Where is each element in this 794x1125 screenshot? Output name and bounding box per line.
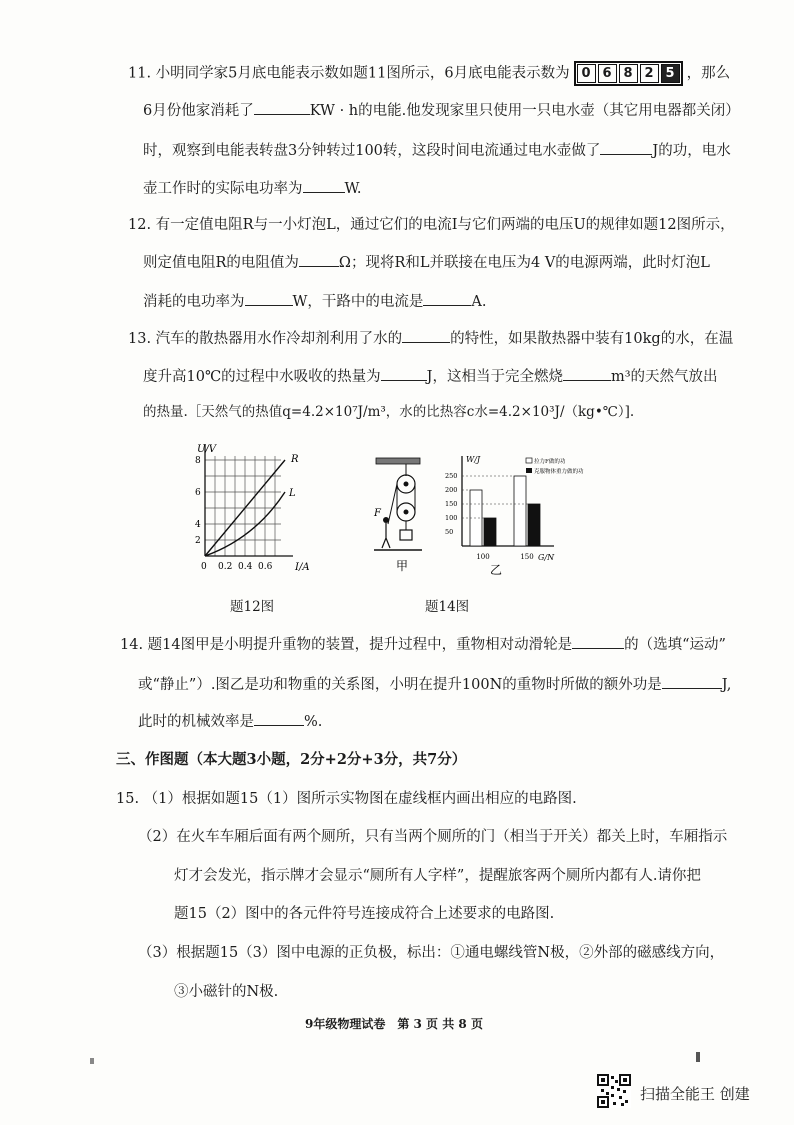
q14-line-1: 14. 题14图甲是小明提升重物的装置，提升过程中，重物相对动滑轮是 的（选填“运动”: [120, 634, 726, 655]
figure-14-caption: 题14图: [425, 599, 470, 615]
meter-digit: 6: [598, 64, 617, 83]
x-tick: 0.6: [258, 562, 273, 572]
q15-line-5: （3）根据题15（3）图中电源的正负极，标出：①通电螺线管N极，②外部的磁感线方向，: [138, 945, 725, 961]
curve-r-label: R: [291, 454, 299, 465]
q15-line-1: 15. （1）根据如题15（1）图所示实物图在虚线框内画出相应的电路图.: [116, 791, 577, 807]
curve-l-label: L: [289, 488, 296, 499]
bar-lift-work-150: [528, 504, 540, 546]
ceiling: [376, 458, 420, 464]
y-axis-label: W/J: [466, 455, 481, 464]
x-axis-label: G/N: [538, 553, 555, 562]
q12-line-1: 12. 有一定值电阻R与一小灯泡L，通过它们的电流I与它们两端的电压U的规律如题12图所示，: [128, 217, 735, 233]
q13-line-3: 的热量.［天然气的热值q=4.2×10⁷J/m³，水的比热容c水=4.2×10³J/（kg•℃）].: [143, 404, 635, 420]
answer-blank[interactable]: [402, 328, 450, 343]
meter-digit: 8: [619, 64, 638, 83]
answer-blank[interactable]: [381, 366, 427, 381]
q15-line-2: （2）在火车车厢后面有两个厕所，只有当两个厕所的门（相当于开关）都关上时，车厢指示: [138, 829, 728, 845]
legend-white-swatch: [526, 458, 532, 463]
y-tick: 4: [195, 520, 201, 530]
answer-blank[interactable]: [254, 711, 304, 726]
answer-blank[interactable]: [600, 140, 652, 155]
section-heading: 三、作图题（本大题3小题，2分+2分+3分，共7分）: [116, 751, 467, 768]
y-tick: 200: [445, 486, 458, 494]
answer-blank[interactable]: [563, 366, 611, 381]
q12-line-3: 消耗的电功率为 W，干路中的电流是 A.: [143, 291, 487, 312]
y-tick: 6: [195, 488, 201, 498]
answer-blank[interactable]: [299, 252, 339, 267]
q11-line-3: 时，观察到电能表转盘3分钟转过100转，这段时间电流通过电水壶做了 J的功，电水: [143, 140, 731, 161]
figure-14-bar-chart: [442, 450, 592, 580]
q13-line-2: 度升高10℃的过程中水吸收的热量为 J，这相当于完全燃烧 m³的天然气放出: [143, 366, 718, 387]
q13-line-1: 13. 汽车的散热器用水作冷却剂利用了水的 的特性，如果散热器中装有10kg的水，在温: [128, 328, 733, 349]
legend-black-swatch: [526, 468, 532, 473]
q14-line-2: 或“静止”）.图乙是功和物重的关系图，小明在提升100N的重物时所做的额外功是 J,: [138, 674, 731, 695]
figure-12-caption: 题12图: [230, 599, 275, 615]
force-label: F: [374, 508, 381, 519]
figure-14-pulley: [370, 452, 430, 582]
legend-black-label: 克服物体重力做的功: [534, 469, 584, 475]
y-tick: 250: [445, 472, 458, 480]
answer-blank[interactable]: [254, 100, 310, 115]
q15-line-4: 题15（2）图中的各元件符号连接成符合上述要求的电路图.: [174, 906, 555, 922]
x-tick: 100: [476, 553, 490, 561]
scan-mark: [696, 1052, 700, 1062]
jia-label: 甲: [396, 559, 409, 573]
bar-pull-work-150: [514, 476, 526, 546]
q15-line-3: 灯才会发光，指示牌才会显示“厕所有人字样”，提醒旅客两个厕所内都有人.请你把: [174, 868, 701, 884]
meter-digit: 0: [577, 64, 596, 83]
x-tick: 0.4: [238, 562, 253, 572]
q11-line-2: 6月份他家消耗了 KW · h的电能.他发现家里只使用一只电水壶（其它用电器都关闭）: [143, 100, 740, 121]
q12-line-2: 则定值电阻R的电阻值为 Ω；现将R和L并联接在电压为4 V的电源两端，此时灯泡L: [143, 252, 710, 273]
page-footer: 9年级物理试卷 第 3 页 共 8 页: [305, 1017, 483, 1031]
q11-line-4: 壶工作时的实际电功率为 W.: [143, 178, 361, 199]
person-body: [382, 523, 390, 548]
scan-mark: [90, 1058, 94, 1064]
q11-line-1: 11. 小明同学家5月底电能表示数如题11图所示，6月底电能表示数为 0 6 8 2 5 ，那么: [128, 61, 730, 86]
yi-label: 乙: [490, 563, 503, 577]
meter-reading: [574, 61, 683, 86]
qr-code-icon: [597, 1074, 631, 1108]
bar-lift-work-100: [484, 518, 496, 546]
meter-digit: 5: [661, 64, 680, 83]
q15-line-6: ③小磁针的N极.: [174, 984, 279, 1000]
x-tick: 0.2: [218, 562, 233, 572]
y-tick: 2: [195, 536, 201, 546]
answer-blank[interactable]: [303, 178, 345, 193]
x-axis-label: I/A: [295, 562, 310, 573]
weight: [400, 530, 412, 540]
q14-line-3: 此时的机械效率是 %.: [138, 711, 322, 732]
y-tick: 100: [445, 514, 458, 522]
y-axis-label: U/V: [197, 444, 217, 455]
x-tick-origin: 0: [201, 562, 207, 572]
answer-blank[interactable]: [572, 634, 624, 649]
answer-blank[interactable]: [423, 291, 471, 306]
meter-digit: 2: [640, 64, 659, 83]
y-tick: 150: [445, 500, 458, 508]
y-tick: 8: [195, 456, 201, 466]
scanner-watermark: 扫描全能王 创建: [640, 1085, 750, 1103]
y-tick: 50: [445, 528, 454, 536]
figure-12-graph: [185, 438, 315, 578]
x-tick: 150: [520, 553, 534, 561]
answer-blank[interactable]: [662, 674, 722, 689]
legend-white-label: 拉力F做的功: [534, 459, 566, 465]
person-head: [383, 517, 389, 523]
answer-blank[interactable]: [245, 291, 293, 306]
